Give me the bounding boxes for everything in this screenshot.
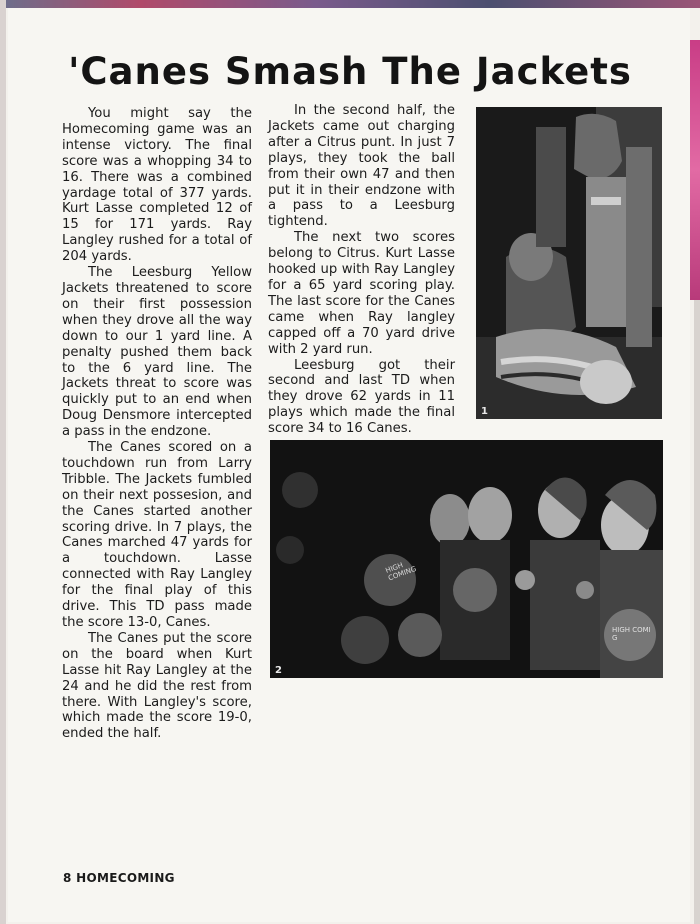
paragraph: The Leesburg Yellow Jackets threatened to score on their first possession when they drove all the way down to our 1 yard line. A penalty pushed them back to the 6 yard line. The Jackets threat to score was quickly put to an end when Doug Densmore intercepted a pass in the endzone. [62, 265, 252, 440]
homecoming-crowd-photo [270, 440, 663, 678]
paragraph: The next two scores belong to Citrus. Kurt Lasse hooked up with Ray Langley for a 65 yard scoring play. The last score for the Canes came when Ray langley capped off a 70 yard drive with 2 yard run. [268, 230, 455, 357]
page-edge-top [0, 0, 700, 8]
paragraph: You might say the Homecoming game was an intense victory. The final score was a whopping 34 to 16. There was a combined yardage total of 377 yards. Kurt Lasse completed 12 of 15 for 171 yards. Ray Langley rushed for a total of 204 yards. [62, 106, 252, 265]
photo-number: 1 [481, 406, 488, 417]
page-footer: 8 HOMECOMING [63, 871, 175, 885]
paragraph: Leesburg got their second and last TD when they drove 62 yards in 11 plays which made the final score 34 to 16 Canes. [268, 357, 455, 437]
text-column-2 [268, 103, 455, 437]
balloon-text: HIGH COMING [384, 561, 418, 583]
text-column-1 [62, 106, 252, 742]
article-title: 'Canes Smash The Jackets [68, 50, 632, 93]
paragraph: The Canes scored on a touchdown run from Larry Tribble. The Jackets fumbled on their next possesion, and the Canes started another scoring drive. In 7 plays, the Canes marched 47 yards for a touchdown. Lasse connected with Ray Langley for the final play of this drive. This TD pass made the score 13-0, Canes. [62, 440, 252, 630]
homecoming-crowd-illustration [270, 440, 663, 678]
paragraph: The Canes put the score on the board when Kurt Lasse hit Ray Langley at the 24 and he did the rest from there. With Langley's score, which made the score 19-0, ended the half. [62, 630, 252, 742]
balloon-text: HIGH COMI G [612, 626, 651, 642]
football-player-photo [476, 107, 662, 419]
page-edge-left [0, 0, 6, 924]
paragraph: In the second half, the Jackets came out charging after a Citrus punt. In just 7 plays, they took the ball from their own 47 and then put it in their endzone with a pass to a Leesburg tightend. [268, 103, 455, 230]
football-player-illustration [476, 107, 662, 419]
photo-number: 2 [275, 665, 282, 676]
page-edge-right [694, 300, 700, 924]
